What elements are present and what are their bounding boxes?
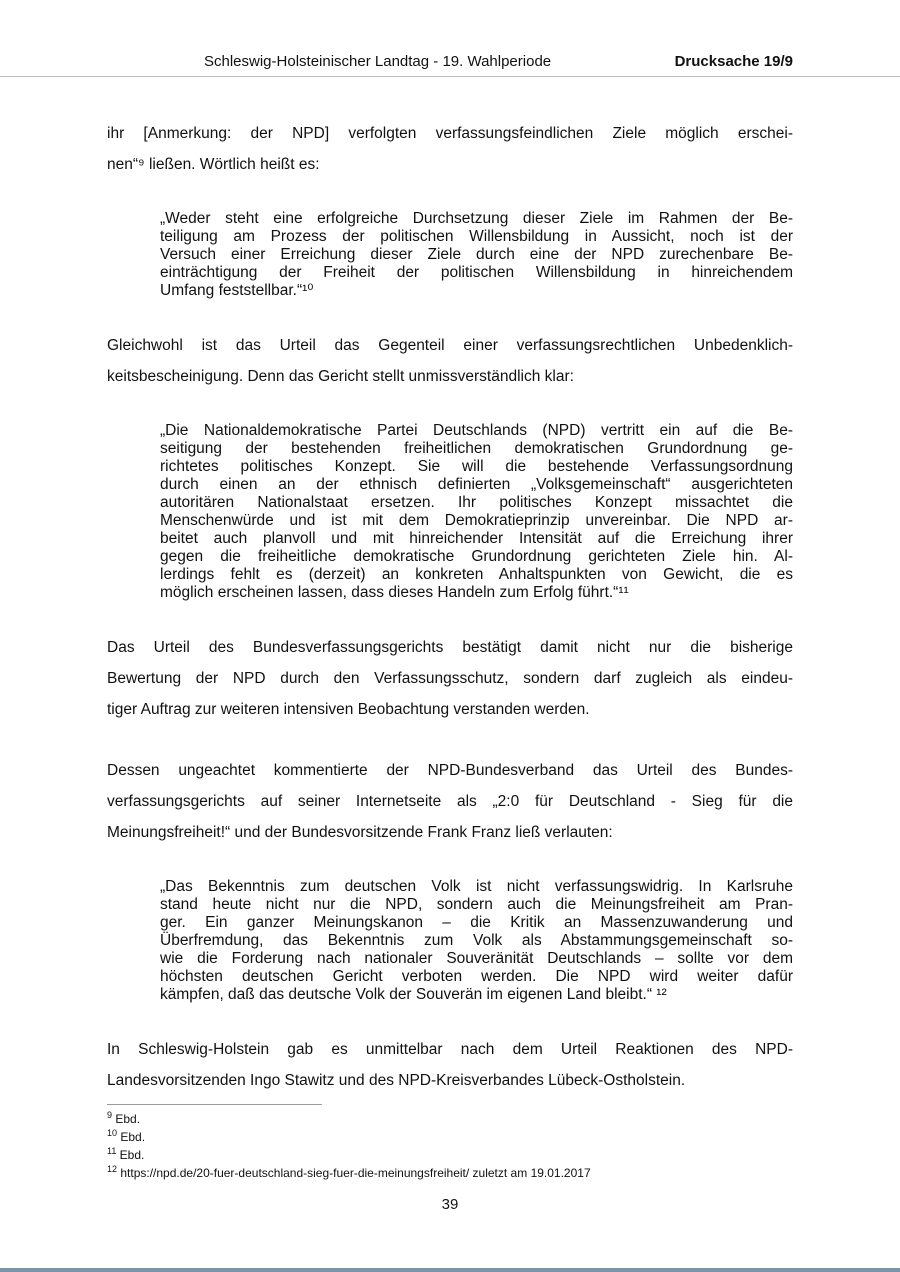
- text-line: gegen die freiheitliche demokratische Grundordnung gerichteten Ziele hin. Al-: [160, 548, 793, 565]
- block-quote: [160, 878, 793, 1004]
- text-line: seitigung der bestehenden freiheitlichen demokratischen Grundordnung ge-: [160, 440, 793, 457]
- footnote-rule: [107, 1104, 322, 1105]
- text-line: durch einen an der ethnisch definierten „Volksgemeinschaft“ ausgerichteten: [160, 476, 793, 493]
- text-line: möglich erscheinen lassen, dass dieses Handeln zum Erfolg führt.“¹¹: [160, 584, 629, 601]
- footnote: $^{12}$ https://npd.de/20-fuer-deutschland-sieg-fuer-die-meinungsfreiheit/ zuletzt am 19.01.2017: [107, 1164, 591, 1180]
- footnote-marker: 11: [107, 1146, 117, 1156]
- text-line: autoritären Nationalstaat ersetzen. Ihr politisches Konzept missachtet die: [160, 494, 793, 511]
- text-line: lerdings fehlt es (derzeit) an konkreten Anhaltspunkten von Gewicht, die es: [160, 566, 793, 583]
- paragraph: [107, 1034, 793, 1096]
- header-rule: [0, 76, 900, 77]
- text-line: In Schleswig-Holstein gab es unmittelbar nach dem Urteil Reaktionen des NPD-: [107, 1041, 793, 1058]
- text-line: Umfang feststellbar.“¹⁰: [160, 282, 314, 299]
- text-line: beitet auch planvoll und mit hinreichender Intensität auf die Erreichung ihrer: [160, 530, 793, 547]
- text-line: einträchtigung der Freiheit der politischen Willensbildung in hinreichendem: [160, 264, 793, 281]
- text-line: „Weder steht eine erfolgreiche Durchsetzung dieser Ziele im Rahmen der Be-: [160, 210, 793, 227]
- footnote-marker: 12: [107, 1164, 118, 1174]
- text-line: Versuch einer Erreichung dieser Ziele durch eine der NPD zurechenbare Be-: [160, 246, 793, 263]
- text-line: nen“⁹ ließen. Wörtlich heißt es:: [107, 156, 320, 173]
- text-line: keitsbescheinigung. Denn das Gericht stellt unmissverständlich klar:: [107, 368, 574, 385]
- footnote: $^9$ Ebd.: [107, 1110, 141, 1126]
- text-line: wie die Forderung nach nationaler Souveränität Deutschlands – sollte vor dem: [160, 950, 793, 967]
- text-line: „Das Bekenntnis zum deutschen Volk ist nicht verfassungswidrig. In Karlsruhe: [160, 878, 793, 895]
- text-line: stand heute nicht nur die NPD, sondern auch die Meinungsfreiheit am Pran-: [160, 896, 793, 913]
- text-line: richtetes politisches Konzept. Sie will die bestehende Verfassungsordnung: [160, 458, 793, 475]
- text-line: Gleichwohl ist das Urteil das Gegenteil einer verfassungsrechtlichen Unbedenklich-: [107, 337, 793, 354]
- page-number: 39: [441, 1196, 459, 1213]
- text-line: ihr [Anmerkung: der NPD] verfolgten verfassungsfeindlichen Ziele möglich erschei-: [107, 125, 793, 142]
- footnote-marker: 9: [107, 1110, 113, 1120]
- text-line: Überfremdung, das Bekenntnis zum Volk als Abstammungsgemeinschaft so-: [160, 932, 793, 949]
- text-line: Das Urteil des Bundesverfassungsgerichts bestätigt damit nicht nur die bisherige: [107, 639, 793, 656]
- footnote: $^{10}$ Ebd.: [107, 1128, 146, 1144]
- text-line: tiger Auftrag zur weiteren intensiven Beobachtung verstanden werden.: [107, 701, 590, 718]
- text-line: „Die Nationaldemokratische Partei Deutschlands (NPD) vertritt ein auf die Be-: [160, 422, 793, 439]
- text-line: teiligung am Prozess der politischen Willensbildung in Aussicht, noch ist der: [160, 228, 793, 245]
- paragraph: [107, 632, 793, 725]
- paragraph: [107, 330, 793, 392]
- paragraph: [107, 755, 793, 848]
- text-line: kämpfen, daß das deutsche Volk der Souverän im eigenen Land bleibt.“ ¹²: [160, 986, 667, 1003]
- text-line: Dessen ungeachtet kommentierte der NPD-Bundesverband das Urteil des Bundes-: [107, 762, 793, 779]
- footnote: $^{11}$ Ebd.: [107, 1146, 145, 1162]
- text-line: Menschenwürde und ist mit dem Demokratieprinzip unvereinbar. Die NPD ar-: [160, 512, 793, 529]
- document-content: [107, 118, 793, 1126]
- text-line: Landesvorsitzenden Ingo Stawitz und des NPD-Kreisverbandes Lübeck-Ostholstein.: [107, 1072, 686, 1089]
- text-line: höchsten deutschen Gericht verboten werden. Die NPD wird weiter dafür: [160, 968, 793, 985]
- bottom-edge-decoration: [0, 1268, 900, 1272]
- text-line: Meinungsfreiheit!“ und der Bundesvorsitzende Frank Franz ließ verlauten:: [107, 824, 613, 841]
- footnotes-list: [107, 1110, 793, 1182]
- text-line: verfassungsgerichts auf seiner Internetseite als „2:0 für Deutschland - Sieg für die: [107, 793, 793, 810]
- text-line: ger. Ein ganzer Meinungskanon – die Kritik an Massenzuwanderung und: [160, 914, 793, 931]
- footnote-section: [107, 1104, 793, 1182]
- paragraph: [107, 118, 793, 180]
- header-title: Schleswig-Holsteinischer Landtag - 19. Wahlperiode: [204, 53, 552, 70]
- block-quote: [160, 210, 793, 300]
- footnote-marker: 10: [107, 1128, 118, 1138]
- header-drucksache-label: Drucksache 19/9: [674, 53, 793, 70]
- document-header: [107, 53, 793, 73]
- text-line: Bewertung der NPD durch den Verfassungsschutz, sondern darf zugleich als eindeu-: [107, 670, 793, 687]
- block-quote: [160, 422, 793, 602]
